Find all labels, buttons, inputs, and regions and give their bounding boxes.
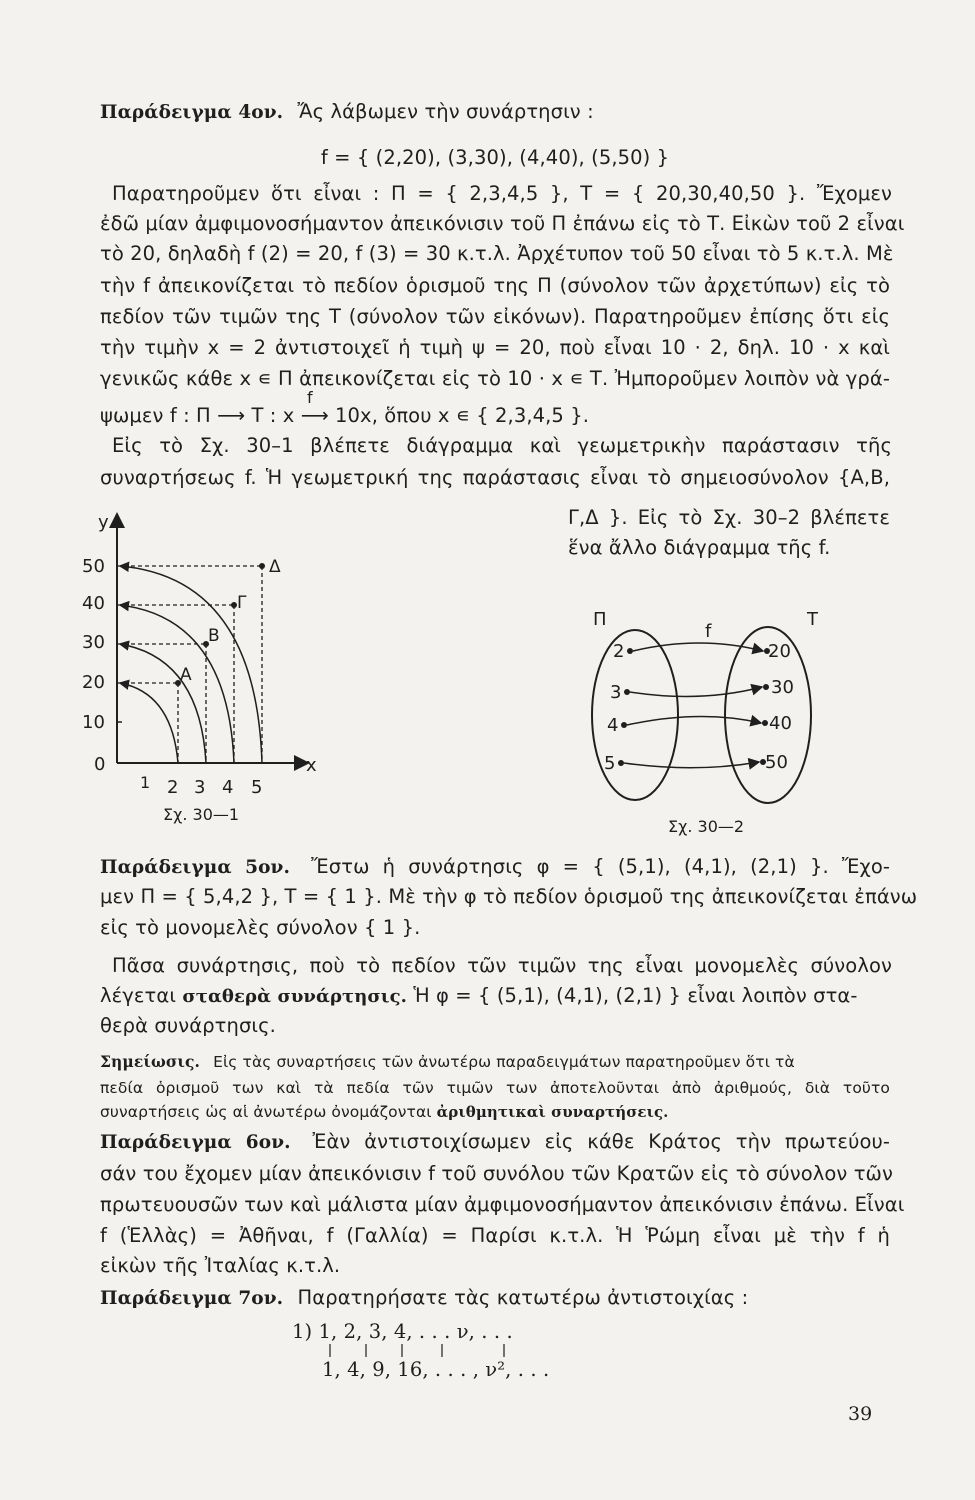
ex5-line1: Ἔστω ἡ συνάρτησις φ = { (5,1), (4,1), (2,1) }. Ἔχο- <box>311 855 891 878</box>
ex4-line12: συναρτήσεως f. Ἡ γεωμετρική της παράστασις εἶναι τὸ σημειοσύνολον {Α,Β, <box>100 466 890 489</box>
y-tick-30: 30 <box>82 632 105 653</box>
ex6-heading: Παράδειγμα 6ον. <box>100 1132 291 1153</box>
ex4-arrow-f: f <box>307 388 313 407</box>
codomain-40: 40 <box>769 713 792 734</box>
codomain-20: 20 <box>768 641 791 662</box>
fig2-caption: Σχ. 30—2 <box>668 817 745 836</box>
domain-4: 4 <box>607 715 619 736</box>
domain-3: 3 <box>610 682 622 703</box>
figure-30-1 <box>80 508 340 828</box>
ex7-row1: 1) 1, 2, 3, 4, . . . ν, . . . <box>292 1320 513 1343</box>
ex4-line10: ψωμεν f : Π ⟶ Τ : x ⟶ 10x, ὅπου x ∊ { 2,3,4,5 }. <box>100 404 590 427</box>
note-line1: Εἰς τὰς συναρτήσεις τῶν ἀνωτέρω παραδειγμάτων παρατηροῦμεν ὅτι τὰ <box>213 1053 795 1071</box>
note-line3 <box>100 1100 890 1124</box>
note-line3-a: συναρτήσεις ὡς αἱ ἀνωτέρω ὀνομάζονται <box>100 1103 432 1121</box>
y-tick-20: 20 <box>82 672 105 693</box>
ex7-first-line <box>100 1284 890 1313</box>
note-line2: πεδία ὁρισμοῦ των καὶ τὰ πεδία τῶν τιμῶν των ἀποτελοῦνται ἀπὸ ἀριθμούς, διὰ τοῦτο <box>100 1079 890 1097</box>
ex6-line4: f (Ἑλλὰς) = Ἀθῆναι, f (Γαλλία) = Παρίσι κ.τ.λ. Ἡ Ῥώμη εἶναι μὲ τὴν f ἡ <box>100 1224 890 1247</box>
ex5-line6: θερὰ συνάρτησις. <box>100 1014 276 1037</box>
y-tick-10: 10 <box>82 712 105 733</box>
y-tick-0: 0 <box>94 754 106 775</box>
ex7-heading: Παράδειγμα 7ον. <box>100 1288 284 1309</box>
x-tick-4: 4 <box>222 777 234 798</box>
x-axis-label: x <box>306 755 317 776</box>
domain-5: 5 <box>604 753 616 774</box>
ex6-line1: Ἐὰν ἀντιστοιχίσωμεν εἰς κάθε Κράτος τὴν πρωτεύου- <box>312 1130 891 1153</box>
ex4-line11: Εἰς τὸ Σχ. 30–1 βλέπετε διάγραμμα καὶ γεωμετρικὴν παράστασιν τῆς <box>112 434 892 457</box>
ex4-line6: τὴν f ἀπεικονίζεται τὸ πεδίον ὁρισμοῦ της Π (σύνολον τῶν ἀρχετύπων) εἰς τὸ <box>100 274 890 297</box>
ex4-line14: ἕνα ἄλλο διάγραμμα τῆς f. <box>568 536 831 559</box>
ex4-first-line <box>100 98 890 127</box>
ex5-line3: εἰς τὸ μονομελὲς σύνολον { 1 }. <box>100 916 421 939</box>
ex7-row2: 1, 4, 9, 16, . . . , ν², . . . <box>322 1358 550 1381</box>
ex4-line3: Παρατηροῦμεν ὅτι εἶναι : Π = { 2,3,4,5 }, Τ = { 20,30,40,50 }. Ἔχομεν <box>112 182 892 205</box>
point-D-label: Δ <box>269 557 281 577</box>
page-number: 39 <box>848 1403 873 1425</box>
ex5-first-line <box>100 853 890 882</box>
x-tick-2: 2 <box>167 777 179 798</box>
ex5-line5-a: λέγεται <box>100 984 177 1007</box>
ex5-bold-term: σταθερὰ συνάρτησις. <box>182 986 408 1007</box>
ex6-line5: εἰκὼν τῆς Ἰταλίας κ.τ.λ. <box>100 1254 341 1277</box>
x-tick-1: 1 <box>140 773 151 792</box>
note-bold-term: ἀριθμητικαὶ συναρτήσεις. <box>436 1103 669 1121</box>
ex4-set: f = { (2,20), (3,30), (4,40), (5,50) } <box>320 146 670 169</box>
x-tick-3: 3 <box>194 777 206 798</box>
point-B-label: Β <box>208 626 220 646</box>
ex4-line4: ἐδῶ μίαν ἀμφιμονοσήμαντον ἀπεικόνισιν τοῦ Π ἐπάνω εἰς τὸ Τ. Εἰκὼν τοῦ 2 εἶναι <box>100 212 905 235</box>
domain-ellipse <box>592 630 678 800</box>
x-tick-5: 5 <box>251 777 263 798</box>
ex5-line5-c: Ἡ φ = { (5,1), (4,1), (2,1) } εἶναι λοιπὸν στα- <box>413 984 858 1007</box>
ex6-line2: σάν του ἔχομεν μίαν ἀπεικόνισιν f τοῦ συνόλου τῶν Κρατῶν εἰς τὸ σύνολον τῶν <box>100 1162 893 1185</box>
ex5-line4: Πᾶσα συνάρτησις, ποὺ τὸ πεδίον τῶν τιμῶν της εἶναι μονομελὲς σύνολον <box>112 954 892 977</box>
codomain-set-label: Τ <box>807 609 818 630</box>
domain-set-label: Π <box>593 609 607 630</box>
ex4-line13: Γ,Δ }. Εἰς τὸ Σχ. 30–2 βλέπετε <box>568 506 890 529</box>
ex5-heading: Παράδειγμα 5ον. <box>100 857 291 878</box>
ex5-line2: μεν Π = { 5,4,2 }, Τ = { 1 }. Μὲ τὴν φ τὸ πεδίον ὁρισμοῦ της ἀπεικονίζεται ἐπάνω <box>100 885 918 908</box>
ex4-line7: πεδίον τῶν τιμῶν της Τ (σύνολον τῶν εἰκόνων). Παρατηροῦμεν ἐπίσης ὅτι εἰς <box>100 305 890 328</box>
ex7-line1: Παρατηρήσατε τὰς κατωτέρω ἀντιστοιχίας : <box>297 1286 749 1309</box>
y-axis-label: y <box>98 512 109 533</box>
ex6-first-line <box>100 1128 890 1157</box>
map-label: f <box>705 621 712 642</box>
y-tick-40: 40 <box>82 593 105 614</box>
y-tick-50: 50 <box>82 556 105 577</box>
figure-30-2 <box>585 605 845 845</box>
point-A-label: Α <box>180 665 192 685</box>
ex4-line9: γενικῶς κάθε x ∊ Π ἀπεικονίζεται εἰς τὸ 10 · x ∊ Τ. Ἠμποροῦμεν λοιπὸν νὰ γρά- <box>100 367 890 390</box>
domain-2: 2 <box>613 641 625 662</box>
ex4-line5: τὸ 20, δηλαδὴ f (2) = 20, f (3) = 30 κ.τ.λ. Ἀρχέτυπον τοῦ 50 εἶναι τὸ 5 κ.τ.λ. Μὲ <box>100 242 894 265</box>
point-G-label: Γ <box>237 593 247 613</box>
codomain-50: 50 <box>765 752 788 773</box>
ex4-line8: τὴν τιμὴν x = 2 ἀντιστοιχεῖ ἡ τιμὴ ψ = 20, ποὺ εἶναι 10 · 2, δηλ. 10 · x καὶ <box>100 336 890 359</box>
ex6-line3: πρωτευουσῶν των καὶ μάλιστα μίαν ἀμφιμονοσήμαντον ἀπεικόνισιν ἐπάνω. Εἶναι <box>100 1193 905 1216</box>
ex4-heading: Παράδειγμα 4ον. <box>100 102 284 123</box>
note-heading: Σημείωσις. <box>100 1052 201 1071</box>
note-first-line <box>100 1050 890 1074</box>
ex5-line5 <box>100 982 890 1011</box>
fig1-caption: Σχ. 30—1 <box>163 805 240 824</box>
codomain-30: 30 <box>771 677 794 698</box>
ex4-line1: Ἄς λάβωμεν τὴν συνάρτησιν : <box>297 100 594 123</box>
